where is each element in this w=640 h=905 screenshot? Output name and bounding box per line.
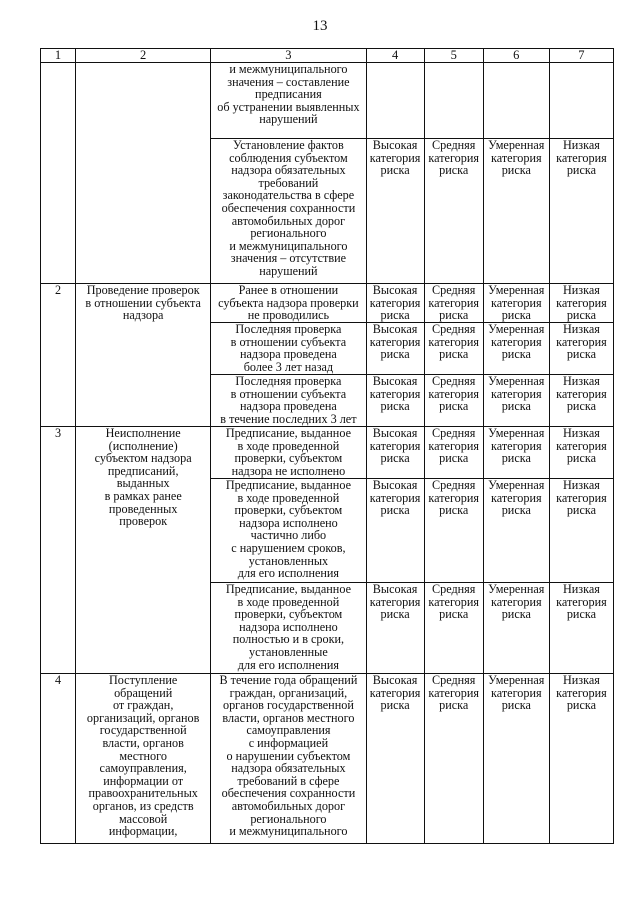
risk-moderate: Умеренная категория риска [483, 284, 549, 323]
risk-medium: Средняя категория риска [424, 284, 483, 323]
risk-high: Высокая категория риска [366, 479, 424, 583]
condition-cell: В течение года обращений граждан, организаций, органов государственной власти, органов местного самоуправления с информацией о нарушении субъектом надзора обязательных требований в сфере обеспечения сохранности автомобильных дорог регионального и межмуниципального [211, 674, 366, 844]
table-row [41, 63, 614, 139]
condition-cell: Последняя проверка в отношении субъекта надзора проведена более 3 лет назад [211, 323, 366, 375]
page-number: 13 [312, 18, 328, 34]
risk-moderate: Умеренная категория риска [483, 323, 549, 375]
risk-moderate: Умеренная категория риска [483, 139, 549, 284]
risk-medium: Средняя категория риска [424, 583, 483, 674]
table-row [41, 674, 614, 844]
risk-low: Низкая категория риска [549, 427, 613, 479]
risk-moderate: Умеренная категория риска [483, 674, 549, 844]
condition-cell: Предписание, выданное в ходе проведенной проверки, субъектом надзора исполнено частично либо с нарушением сроков, установленных для его исполнения [211, 479, 366, 583]
condition-cell: Предписание, выданное в ходе проведенной проверки, субъектом надзора исполнено полностью и в сроки, установленные для его исполнения [211, 583, 366, 674]
criterion-cell: Неисполнение (исполнение) субъектом надзора предписаний, выданных в рамках ранее проведенных проверок [76, 427, 211, 674]
risk-cell [424, 63, 483, 139]
risk-criteria-table [40, 48, 614, 844]
risk-high: Высокая категория риска [366, 284, 424, 323]
risk-low: Низкая категория риска [549, 139, 613, 284]
column-header: 2 [76, 49, 211, 63]
risk-medium: Средняя категория риска [424, 323, 483, 375]
column-header: 5 [424, 49, 483, 63]
criterion-cell: Поступление обращений от граждан, организаций, органов государственной власти, органов местного самоуправления, информации от правоохранительных органов, из средств массовой информации, [76, 674, 211, 844]
risk-low: Низкая категория риска [549, 479, 613, 583]
risk-high: Высокая категория риска [366, 323, 424, 375]
risk-low: Низкая категория риска [549, 375, 613, 427]
risk-moderate: Умеренная категория риска [483, 479, 549, 583]
column-number-header [41, 49, 614, 63]
risk-medium: Средняя категория риска [424, 427, 483, 479]
row-number-cell: 4 [41, 674, 76, 844]
risk-high: Высокая категория риска [366, 674, 424, 844]
risk-moderate: Умеренная категория риска [483, 375, 549, 427]
risk-medium: Средняя категория риска [424, 375, 483, 427]
risk-medium: Средняя категория риска [424, 479, 483, 583]
criterion-cell: Проведение проверок в отношении субъекта надзора [76, 284, 211, 427]
risk-low: Низкая категория риска [549, 284, 613, 323]
condition-cell: Предписание, выданное в ходе проведенной проверки, субъектом надзора не исполнено [211, 427, 366, 479]
risk-moderate: Умеренная категория риска [483, 583, 549, 674]
risk-high: Высокая категория риска [366, 139, 424, 284]
condition-cell: Ранее в отношении субъекта надзора проверки не проводились [211, 284, 366, 323]
risk-high: Высокая категория риска [366, 583, 424, 674]
risk-low: Низкая категория риска [549, 583, 613, 674]
condition-cell: и межмуниципального значения – составление предписания об устранении выявленных нарушений [211, 63, 366, 139]
risk-cell [483, 63, 549, 139]
risk-cell [549, 63, 613, 139]
table-row [41, 284, 614, 323]
risk-low: Низкая категория риска [549, 674, 613, 844]
column-header: 4 [366, 49, 424, 63]
column-header: 3 [211, 49, 366, 63]
risk-high: Высокая категория риска [366, 427, 424, 479]
row-number-cell: 2 [41, 284, 76, 427]
table-row [41, 427, 614, 479]
risk-medium: Средняя категория риска [424, 674, 483, 844]
risk-cell [366, 63, 424, 139]
column-header: 1 [41, 49, 76, 63]
risk-medium: Средняя категория риска [424, 139, 483, 284]
row-number-cell [41, 63, 76, 284]
risk-low: Низкая категория риска [549, 323, 613, 375]
risk-moderate: Умеренная категория риска [483, 427, 549, 479]
criterion-cell [76, 63, 211, 284]
condition-cell: Установление фактов соблюдения субъектом надзора обязательных требований законодательства в сфере обеспечения сохранности автомобильных дорог регионального и межмуниципального значения – отсутствие нарушений [211, 139, 366, 284]
risk-high: Высокая категория риска [366, 375, 424, 427]
condition-cell: Последняя проверка в отношении субъекта надзора проведена в течение последних 3 лет [211, 375, 366, 427]
row-number-cell: 3 [41, 427, 76, 674]
column-header: 6 [483, 49, 549, 63]
column-header: 7 [549, 49, 613, 63]
